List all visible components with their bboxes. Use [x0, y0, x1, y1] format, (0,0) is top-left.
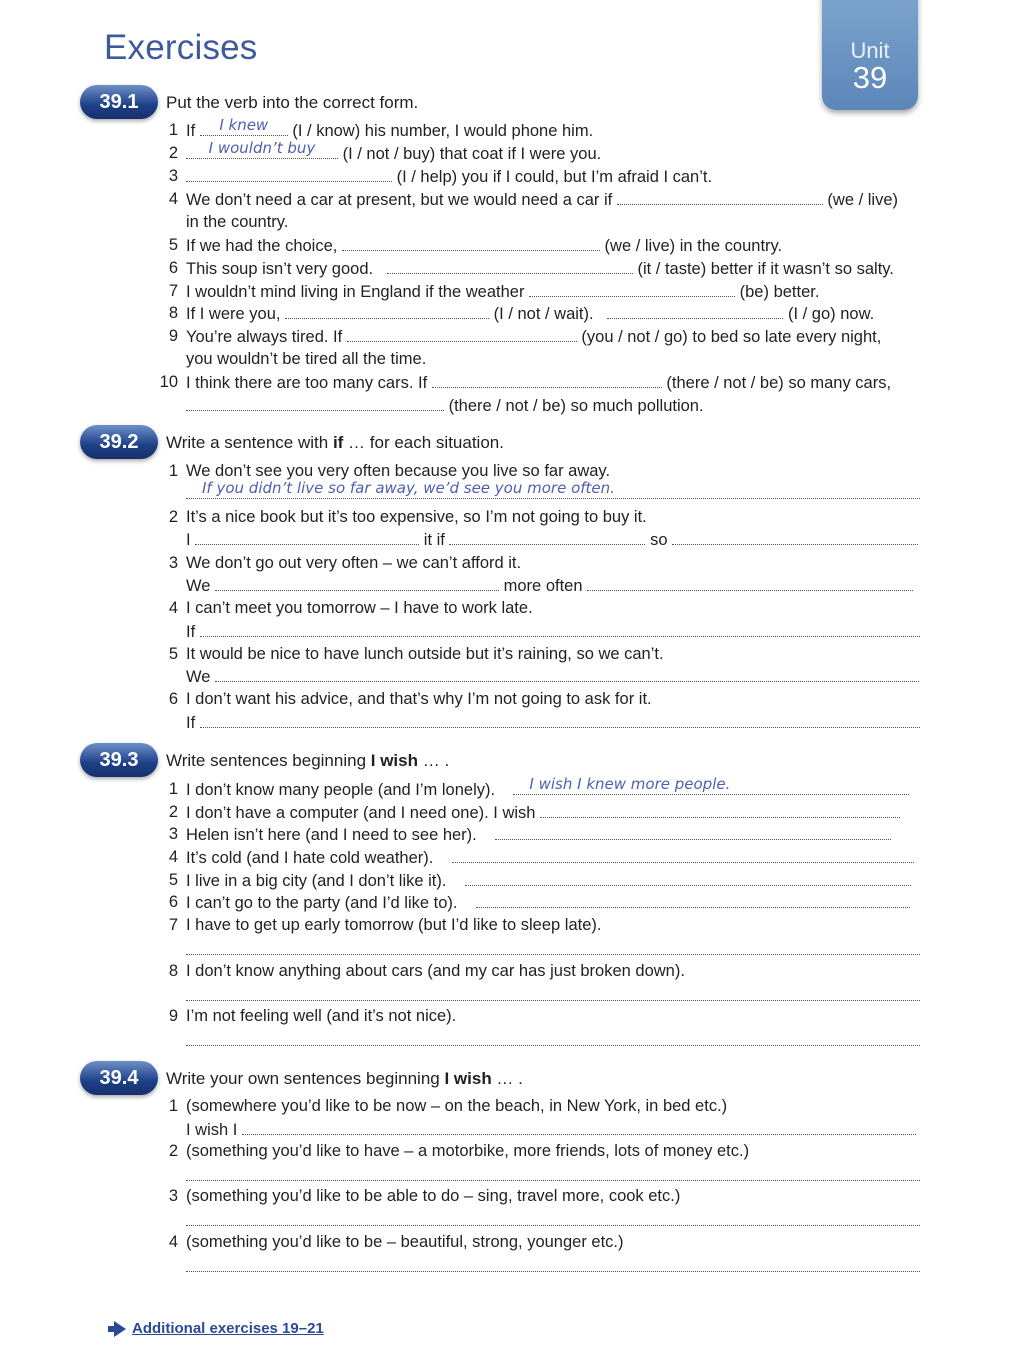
item-number: 5: [168, 645, 178, 663]
item-number: 10: [159, 373, 178, 391]
item-number: 8: [168, 304, 178, 322]
answer-field[interactable]: [200, 713, 920, 728]
page-title: Exercises: [104, 28, 258, 67]
answer-field[interactable]: [200, 622, 920, 637]
item-number: 6: [168, 259, 178, 277]
item-text: It’s cold (and I hate cold weather).: [186, 849, 434, 867]
item-text: I can’t go to the party (and I’d like to).: [186, 894, 458, 912]
item-number: 4: [168, 848, 178, 866]
answer-line[interactable]: [186, 1180, 920, 1181]
item-number: 4: [168, 1233, 178, 1251]
item-number: 1: [168, 1097, 178, 1115]
answer-field[interactable]: [449, 530, 645, 545]
item-text: I wish I: [186, 1121, 238, 1139]
item-text: I don’t have a computer (and I need one). I wish: [186, 804, 536, 822]
item-text: We: [186, 577, 211, 595]
item-text: (I / not / buy) that coat if I were you.: [342, 145, 602, 163]
item-text: (I / not / wait).: [493, 305, 594, 323]
answer-field[interactable]: [215, 667, 919, 682]
answer-line[interactable]: [186, 1225, 920, 1226]
item-text: We don’t go out very often – we can’t afford it.: [186, 554, 522, 572]
item-text: This soup isn’t very good.: [186, 260, 374, 278]
answer-field[interactable]: [495, 825, 891, 840]
item-number: 7: [168, 916, 178, 934]
answer-field[interactable]: [347, 327, 577, 342]
exercise-badge-39-4: 39.4: [80, 1061, 158, 1095]
item-text: I don’t know anything about cars (and my car has just broken down).: [186, 962, 685, 980]
exercise-instruction: Write a sentence with if … for each situation.: [166, 433, 504, 452]
item-text: We don’t need a car at present, but we would need a car if: [186, 191, 613, 209]
item-text: it if: [423, 531, 445, 549]
item-text: (there / not / be) so many cars,: [666, 374, 892, 392]
item-text: We: [186, 668, 211, 686]
item-text: (we / live): [827, 191, 898, 209]
item-text: You’re always tired. If: [186, 328, 343, 346]
item-number: 2: [168, 508, 178, 526]
item-text: (somewhere you’d like to be now – on the beach, in New York, in bed etc.): [186, 1097, 728, 1115]
answer-field[interactable]: [215, 576, 499, 591]
answer-field[interactable]: [617, 190, 823, 205]
item-text: I can’t meet you tomorrow – I have to work late.: [186, 599, 533, 617]
answer-field[interactable]: [465, 871, 911, 886]
unit-number: 39: [852, 60, 888, 95]
item-text: more often: [503, 577, 583, 595]
additional-exercises-link[interactable]: Additional exercises 19–21: [132, 1320, 324, 1337]
item-text: It’s a nice book but it’s too expensive, so I’m not going to buy it.: [186, 508, 647, 526]
item-text: I don’t know many people (and I’m lonely).: [186, 781, 496, 799]
answer-field[interactable]: [432, 373, 662, 388]
item-number: 9: [168, 327, 178, 345]
item-text: I: [186, 531, 191, 549]
item-number: 2: [168, 144, 178, 162]
sample-answer: I knew: [219, 116, 269, 134]
sample-answer: If you didn’t live so far away, we’d see you more often.: [202, 479, 615, 497]
item-text: (I / help) you if I could, but I’m afraid I can’t.: [396, 168, 713, 186]
answer-line[interactable]: [186, 954, 920, 955]
item-text: I’m not feeling well (and it’s not nice).: [186, 1007, 457, 1025]
item-number: 5: [168, 871, 178, 889]
item-text: We don’t see you very often because you live so far away.: [186, 462, 611, 480]
item-text: (I / know) his number, I would phone him.: [292, 122, 594, 140]
answer-field[interactable]: [200, 116, 288, 136]
item-number: 4: [168, 599, 178, 617]
item-text: (something you’d like to be able to do – sing, travel more, cook etc.): [186, 1187, 681, 1205]
item-text: (I / go) now.: [787, 305, 875, 323]
exercise-instruction: Write your own sentences beginning I wish … .: [166, 1069, 523, 1088]
exercise-badge-39-2: 39.2: [80, 425, 158, 459]
answer-line[interactable]: [186, 1000, 920, 1001]
item-text: I think there are too many cars. If: [186, 374, 428, 392]
item-number: 4: [168, 190, 178, 208]
answer-field[interactable]: [452, 848, 914, 863]
item-text: you wouldn’t be tired all the time.: [186, 350, 427, 368]
answer-field[interactable]: [529, 282, 735, 297]
answer-field[interactable]: [387, 259, 633, 274]
item-text: I wouldn’t mind living in England if the weather: [186, 283, 525, 301]
answer-field[interactable]: [342, 236, 600, 251]
answer-field[interactable]: [476, 893, 910, 908]
sample-answer: I wish I knew more people.: [529, 775, 731, 793]
item-number: 3: [168, 167, 178, 185]
item-number: 1: [168, 780, 178, 798]
answer-field[interactable]: [607, 304, 783, 319]
answer-field[interactable]: [242, 1120, 916, 1135]
item-text: (something you’d like to be – beautiful, strong, younger etc.): [186, 1233, 624, 1251]
item-number: 2: [168, 803, 178, 821]
item-number: 3: [168, 554, 178, 572]
item-number: 8: [168, 962, 178, 980]
answer-line[interactable]: [186, 1271, 920, 1272]
exercise-instruction: Put the verb into the correct form.: [166, 93, 419, 112]
answer-field[interactable]: [186, 167, 392, 182]
item-text: (it / taste) better if it wasn’t so salty.: [637, 260, 894, 278]
item-text: If: [186, 623, 196, 641]
item-text: (something you’d like to have – a motorbike, more friends, lots of money etc.): [186, 1142, 750, 1160]
answer-field[interactable]: [513, 775, 909, 795]
item-number: 6: [168, 893, 178, 911]
item-number: 7: [168, 282, 178, 300]
sample-answer: I wouldn’t buy: [208, 139, 316, 157]
item-text: Helen isn’t here (and I need to see her).: [186, 826, 477, 844]
answer-field[interactable]: [540, 803, 900, 818]
item-number: 2: [168, 1142, 178, 1160]
answer-field[interactable]: [186, 479, 920, 499]
item-text: so: [650, 531, 668, 549]
item-text: (there / not / be) so much pollution.: [448, 397, 704, 415]
item-text: It would be nice to have lunch outside but it’s raining, so we can’t.: [186, 645, 664, 663]
item-text: If we had the choice,: [186, 237, 338, 255]
item-number: 9: [168, 1007, 178, 1025]
item-number: 6: [168, 690, 178, 708]
item-text: I have to get up early tomorrow (but I’d like to sleep late).: [186, 916, 602, 934]
footer: [104, 1320, 324, 1337]
arrow-right-icon: [114, 1321, 126, 1337]
answer-field[interactable]: [186, 396, 444, 411]
item-number: 1: [168, 462, 178, 480]
item-number: 3: [168, 825, 178, 843]
item-text: (be) better.: [739, 283, 820, 301]
item-text: I don’t want his advice, and that’s why I’m not going to ask for it.: [186, 690, 652, 708]
answer-field[interactable]: [587, 576, 913, 591]
item-text: (you / not / go) to bed so late every night,: [581, 328, 882, 346]
item-text: in the country.: [186, 213, 289, 231]
item-number: 1: [168, 121, 178, 139]
item-text: (we / live) in the country.: [604, 237, 783, 255]
exercise-instruction: Write sentences beginning I wish … .: [166, 751, 450, 770]
item-text: If: [186, 122, 196, 140]
item-number: 3: [168, 1187, 178, 1205]
answer-field[interactable]: [672, 530, 918, 545]
item-number: 5: [168, 236, 178, 254]
unit-tab: [822, 0, 918, 110]
answer-line[interactable]: [186, 1045, 920, 1046]
item-text: I live in a big city (and I don’t like it).: [186, 872, 447, 890]
item-text: If I were you,: [186, 305, 281, 323]
item-text: If: [186, 714, 196, 732]
exercise-badge-39-1: 39.1: [80, 85, 158, 119]
unit-label: Unit: [850, 38, 890, 63]
answer-field[interactable]: [195, 530, 419, 545]
exercise-badge-39-3: 39.3: [80, 743, 158, 777]
answer-field[interactable]: [186, 139, 338, 159]
answer-field[interactable]: [285, 304, 489, 319]
